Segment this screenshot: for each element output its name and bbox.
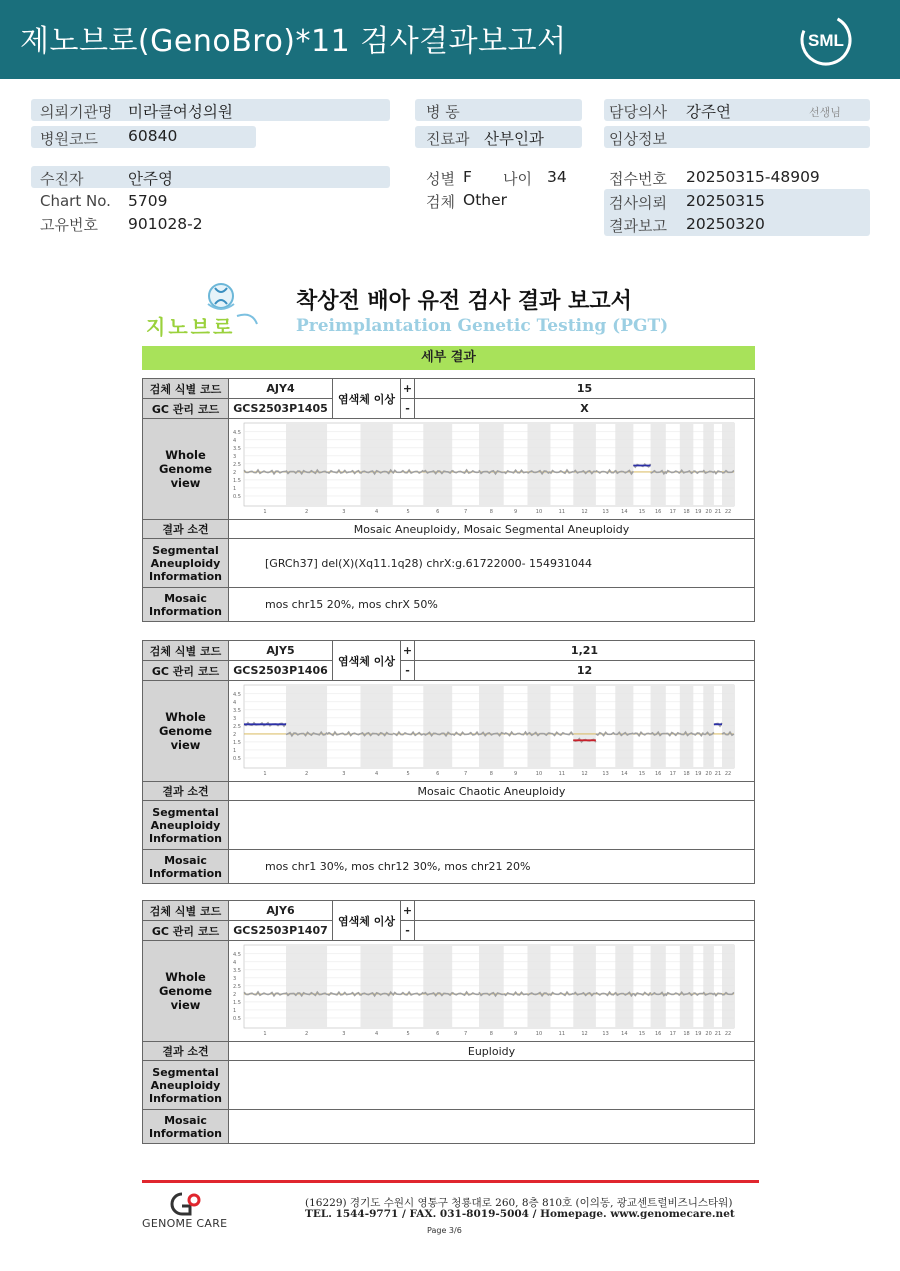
receipt-value: 20250315-48909	[686, 168, 820, 186]
chromosome-band	[479, 685, 504, 768]
x-tick-label: 11	[558, 509, 566, 515]
gain-sign: +	[401, 901, 415, 921]
whole-genome-label: Whole Genome view	[143, 681, 229, 782]
x-tick-label: 15	[638, 509, 646, 515]
specimen-id-value: AJY6	[229, 901, 333, 921]
gc-code-label: GC 관리 코드	[143, 921, 229, 941]
x-tick-label: 1	[263, 1031, 267, 1037]
specimen-value: Other	[463, 191, 508, 209]
x-tick-label: 7	[464, 1031, 468, 1037]
x-tick-label: 5	[406, 1031, 410, 1037]
x-tick-label: 13	[602, 509, 609, 515]
chart-label: Chart No.	[40, 192, 111, 210]
request-label: 검사의뢰	[609, 194, 667, 212]
page-number: Page 3/6	[427, 1226, 462, 1235]
loss-value: X	[415, 399, 755, 419]
section-title: 세부 결과	[142, 346, 755, 370]
mosaic-value: mos chr15 20%, mos chrX 50%	[229, 588, 755, 622]
y-tick-label: 1	[233, 747, 237, 754]
y-tick-label: 3.5	[233, 445, 241, 452]
id-value: 901028-2	[128, 215, 203, 233]
y-tick-label: 1	[233, 485, 237, 492]
y-tick-label: 0.5	[233, 755, 241, 762]
x-tick-label: 5	[406, 509, 410, 515]
x-tick-label: 1	[263, 771, 267, 777]
specimen-id-value: AJY5	[229, 641, 333, 661]
result-label: 결과 소견	[143, 782, 229, 801]
gc-code-value: GCS2503P1406	[229, 661, 333, 681]
x-tick-label: 1	[263, 509, 267, 515]
genobro-text: 지노브로	[146, 315, 236, 339]
chromosome-band	[651, 945, 666, 1028]
mosaic-label: Mosaic Information	[143, 850, 229, 884]
y-tick-label: 2.5	[233, 723, 241, 730]
age-label: 나이	[503, 170, 532, 188]
x-tick-label: 8	[489, 771, 493, 777]
chromosome-band	[703, 685, 714, 768]
x-tick-label: 19	[695, 509, 702, 515]
y-tick-label: 1.5	[233, 739, 241, 746]
chromosome-band	[286, 685, 327, 768]
gc-code-label: GC 관리 코드	[143, 399, 229, 419]
x-tick-label: 16	[654, 1031, 662, 1037]
chromosome-band	[651, 685, 666, 768]
x-tick-label: 22	[724, 771, 732, 777]
y-tick-label: 3	[233, 715, 237, 722]
specimen-id-label: 검체 식별 코드	[143, 901, 229, 921]
x-tick-label: 14	[621, 1031, 628, 1037]
y-tick-label: 4.5	[233, 429, 241, 436]
x-tick-label: 18	[683, 771, 690, 777]
chromosome-band	[703, 423, 714, 506]
request-value: 20250315	[686, 192, 765, 210]
chromosome-band	[722, 945, 734, 1028]
receipt-label: 접수번호	[609, 170, 667, 188]
doctor-suffix: 선생님	[809, 106, 841, 119]
specimen-label: 검체	[426, 193, 455, 211]
x-tick-label: 21	[714, 1031, 722, 1037]
y-tick-label: 4	[233, 699, 237, 706]
x-tick-label: 9	[514, 509, 518, 515]
gain-sign: +	[401, 641, 415, 661]
x-tick-label: 18	[683, 509, 690, 515]
report-label: 결과보고	[609, 217, 667, 235]
chromosome-band	[722, 685, 734, 768]
x-tick-label: 15	[638, 771, 646, 777]
x-tick-label: 6	[436, 1031, 440, 1037]
chart-value: 5709	[128, 192, 168, 210]
x-tick-label: 22	[724, 1031, 732, 1037]
institution-value: 미라클여성의원	[128, 103, 233, 121]
id-label: 고유번호	[40, 216, 98, 234]
x-tick-label: 4	[375, 509, 379, 515]
chromosome-band	[527, 685, 550, 768]
footer-contact: TEL. 1544-9771 / FAX. 031-8019-5004 / Homepage. www.genomecare.net	[305, 1208, 735, 1220]
x-tick-label: 2	[304, 1031, 309, 1037]
svg-text:SML: SML	[808, 31, 844, 50]
x-tick-label: 4	[375, 1031, 379, 1037]
gain-sign: +	[401, 379, 415, 399]
y-tick-label: 2	[233, 991, 237, 998]
chromosome-band	[680, 423, 694, 506]
chromosome-band	[615, 685, 633, 768]
x-tick-label: 20	[705, 1031, 712, 1037]
department-value: 산부인과	[484, 130, 544, 148]
loss-sign: -	[401, 399, 415, 419]
segmental-value	[229, 801, 755, 850]
chromosome-band	[703, 945, 714, 1028]
result-label: 결과 소견	[143, 1042, 229, 1061]
y-tick-label: 3.5	[233, 967, 241, 974]
x-tick-label: 7	[464, 509, 468, 515]
x-tick-label: 20	[705, 771, 712, 777]
gc-code-value: GCS2503P1407	[229, 921, 333, 941]
whole-genome-cell	[229, 419, 755, 520]
gc-code-value: GCS2503P1405	[229, 399, 333, 419]
mosaic-label: Mosaic Information	[143, 1110, 229, 1144]
chromosome-band	[423, 685, 452, 768]
y-tick-label: 2.5	[233, 461, 241, 468]
chromosome-band	[423, 945, 452, 1028]
x-tick-label: 9	[514, 1031, 518, 1037]
chromosome-band	[573, 945, 596, 1028]
loss-sign: -	[401, 661, 415, 681]
x-tick-label: 3	[342, 1031, 346, 1037]
footer-address: (16229) 경기도 수원시 영통구 청룡대로 260, 8층 810호 (이의동, 광교센트럴비즈니스타워)	[305, 1197, 733, 1209]
y-tick-label: 2	[233, 731, 237, 738]
chrom-abnormal-label: 염색체 이상	[333, 379, 401, 419]
x-tick-label: 19	[695, 1031, 702, 1037]
mosaic-value: mos chr1 30%, mos chr12 30%, mos chr21 20%	[229, 850, 755, 884]
chromosome-band	[423, 423, 452, 506]
y-tick-label: 3	[233, 453, 237, 460]
report-title: 제노브로(GenoBro)*11 검사결과보고서	[20, 24, 567, 59]
hospital-code-value: 60840	[128, 127, 178, 145]
specimen-id-label: 검체 식별 코드	[143, 379, 229, 399]
x-tick-label: 22	[724, 509, 732, 515]
x-tick-label: 12	[581, 771, 588, 777]
segmental-label: Segmental Aneuploidy Information	[143, 539, 229, 588]
mosaic-label: Mosaic Information	[143, 588, 229, 622]
y-tick-label: 1	[233, 1007, 237, 1014]
x-tick-label: 10	[535, 771, 543, 777]
loss-sign: -	[401, 921, 415, 941]
x-tick-label: 8	[489, 1031, 493, 1037]
name-label: 수진자	[40, 170, 84, 188]
footer-divider	[142, 1180, 759, 1183]
name-row-bg	[31, 166, 390, 188]
x-tick-label: 10	[535, 509, 543, 515]
report-value: 20250320	[686, 215, 765, 233]
x-tick-label: 19	[695, 771, 702, 777]
x-tick-label: 12	[581, 509, 588, 515]
hospital-code-label: 병원코드	[40, 130, 98, 148]
x-tick-label: 12	[581, 1031, 588, 1037]
y-tick-label: 1.5	[233, 477, 241, 484]
result-value: Euploidy	[229, 1042, 755, 1061]
doctor-label: 담당의사	[609, 103, 667, 121]
x-tick-label: 3	[342, 771, 346, 777]
x-tick-label: 17	[669, 1031, 676, 1037]
x-tick-label: 8	[489, 509, 493, 515]
result-label: 결과 소견	[143, 520, 229, 539]
y-tick-label: 2.5	[233, 983, 241, 990]
whole-genome-label: Whole Genome view	[143, 419, 229, 520]
segmental-label: Segmental Aneuploidy Information	[143, 1061, 229, 1110]
x-tick-label: 20	[705, 509, 712, 515]
result-value: Mosaic Aneuploidy, Mosaic Segmental Aneuploidy	[229, 520, 755, 539]
chromosome-band	[527, 945, 550, 1028]
x-tick-label: 21	[714, 771, 722, 777]
header-bar	[0, 0, 900, 79]
gain-value: 15	[415, 379, 755, 399]
segmental-value	[229, 1061, 755, 1110]
genome-care-text: GENOME CARE	[142, 1217, 228, 1230]
chromosome-band	[680, 685, 694, 768]
chromosome-band	[361, 685, 393, 768]
chromosome-band	[615, 423, 633, 506]
y-tick-label: 4	[233, 437, 237, 444]
y-tick-label: 0.5	[233, 1015, 241, 1022]
chromosome-band	[479, 423, 504, 506]
sample-table	[142, 378, 755, 622]
chromosome-band	[573, 685, 596, 768]
genome-plot	[229, 941, 754, 1038]
gain-value	[415, 901, 755, 921]
loss-value	[415, 921, 755, 941]
whole-genome-label: Whole Genome view	[143, 941, 229, 1042]
genome-care-logo	[160, 1190, 206, 1218]
x-tick-label: 6	[436, 509, 440, 515]
x-tick-label: 5	[406, 771, 410, 777]
age-value: 34	[547, 168, 567, 186]
sample-table	[142, 900, 755, 1144]
genome-plot	[229, 681, 754, 778]
mosaic-value	[229, 1110, 755, 1144]
x-tick-label: 16	[654, 771, 662, 777]
x-tick-label: 16	[654, 509, 662, 515]
y-tick-label: 1.5	[233, 999, 241, 1006]
x-tick-label: 13	[602, 1031, 609, 1037]
chromosome-band	[722, 423, 734, 506]
segmental-label: Segmental Aneuploidy Information	[143, 801, 229, 850]
loss-value: 12	[415, 661, 755, 681]
report-title-ko: 착상전 배아 유전 검사 결과 보고서	[296, 289, 632, 314]
x-tick-label: 9	[514, 771, 518, 777]
chromosome-band	[479, 945, 504, 1028]
result-value: Mosaic Chaotic Aneuploidy	[229, 782, 755, 801]
x-tick-label: 2	[304, 771, 309, 777]
sex-value: F	[463, 168, 472, 186]
chrom-abnormal-label: 염색체 이상	[333, 901, 401, 941]
ward-label: 병 동	[426, 103, 460, 121]
y-tick-label: 0.5	[233, 493, 241, 500]
x-tick-label: 2	[304, 509, 309, 515]
report-title-en: Preimplantation Genetic Testing (PGT)	[296, 316, 669, 336]
x-tick-label: 21	[714, 509, 722, 515]
specimen-id-value: AJY4	[229, 379, 333, 399]
x-tick-label: 4	[375, 771, 379, 777]
segmental-value: [GRCh37] del(X)(Xq11.1q28) chrX:g.61722000- 154931044	[229, 539, 755, 588]
name-value: 안주영	[128, 170, 173, 188]
chromosome-band	[361, 423, 393, 506]
chrom-abnormal-label: 염색체 이상	[333, 641, 401, 681]
y-tick-label: 2	[233, 469, 237, 476]
gc-code-label: GC 관리 코드	[143, 661, 229, 681]
sml-logo	[798, 12, 854, 68]
chromosome-band	[615, 945, 633, 1028]
x-tick-label: 11	[558, 771, 566, 777]
x-tick-label: 17	[669, 771, 676, 777]
clinical-label: 임상정보	[609, 130, 667, 148]
x-tick-label: 10	[535, 1031, 543, 1037]
chromosome-band	[286, 945, 327, 1028]
whole-genome-cell	[229, 941, 755, 1042]
y-tick-label: 4.5	[233, 691, 241, 698]
chromosome-band	[527, 423, 550, 506]
x-tick-label: 7	[464, 771, 468, 777]
specimen-id-label: 검체 식별 코드	[143, 641, 229, 661]
genome-plot	[229, 419, 754, 516]
whole-genome-cell	[229, 681, 755, 782]
chromosome-band	[286, 423, 327, 506]
department-label: 진료과	[426, 130, 470, 148]
y-tick-label: 3.5	[233, 707, 241, 714]
institution-label: 의뢰기관명	[40, 103, 113, 121]
x-tick-label: 14	[621, 509, 628, 515]
chromosome-band	[361, 945, 393, 1028]
chromosome-band	[651, 423, 666, 506]
y-tick-label: 4	[233, 959, 237, 966]
x-tick-label: 14	[621, 771, 628, 777]
y-tick-label: 4.5	[233, 951, 241, 958]
doctor-value: 강주연	[686, 103, 731, 121]
x-tick-label: 6	[436, 771, 440, 777]
x-tick-label: 17	[669, 509, 676, 515]
x-tick-label: 15	[638, 1031, 646, 1037]
sample-table	[142, 640, 755, 884]
y-tick-label: 3	[233, 975, 237, 982]
chromosome-band	[680, 945, 694, 1028]
gain-value: 1,21	[415, 641, 755, 661]
x-tick-label: 13	[602, 771, 609, 777]
x-tick-label: 3	[342, 509, 346, 515]
chromosome-band	[573, 423, 596, 506]
sex-label: 성별	[426, 170, 455, 188]
x-tick-label: 11	[558, 1031, 566, 1037]
x-tick-label: 18	[683, 1031, 690, 1037]
